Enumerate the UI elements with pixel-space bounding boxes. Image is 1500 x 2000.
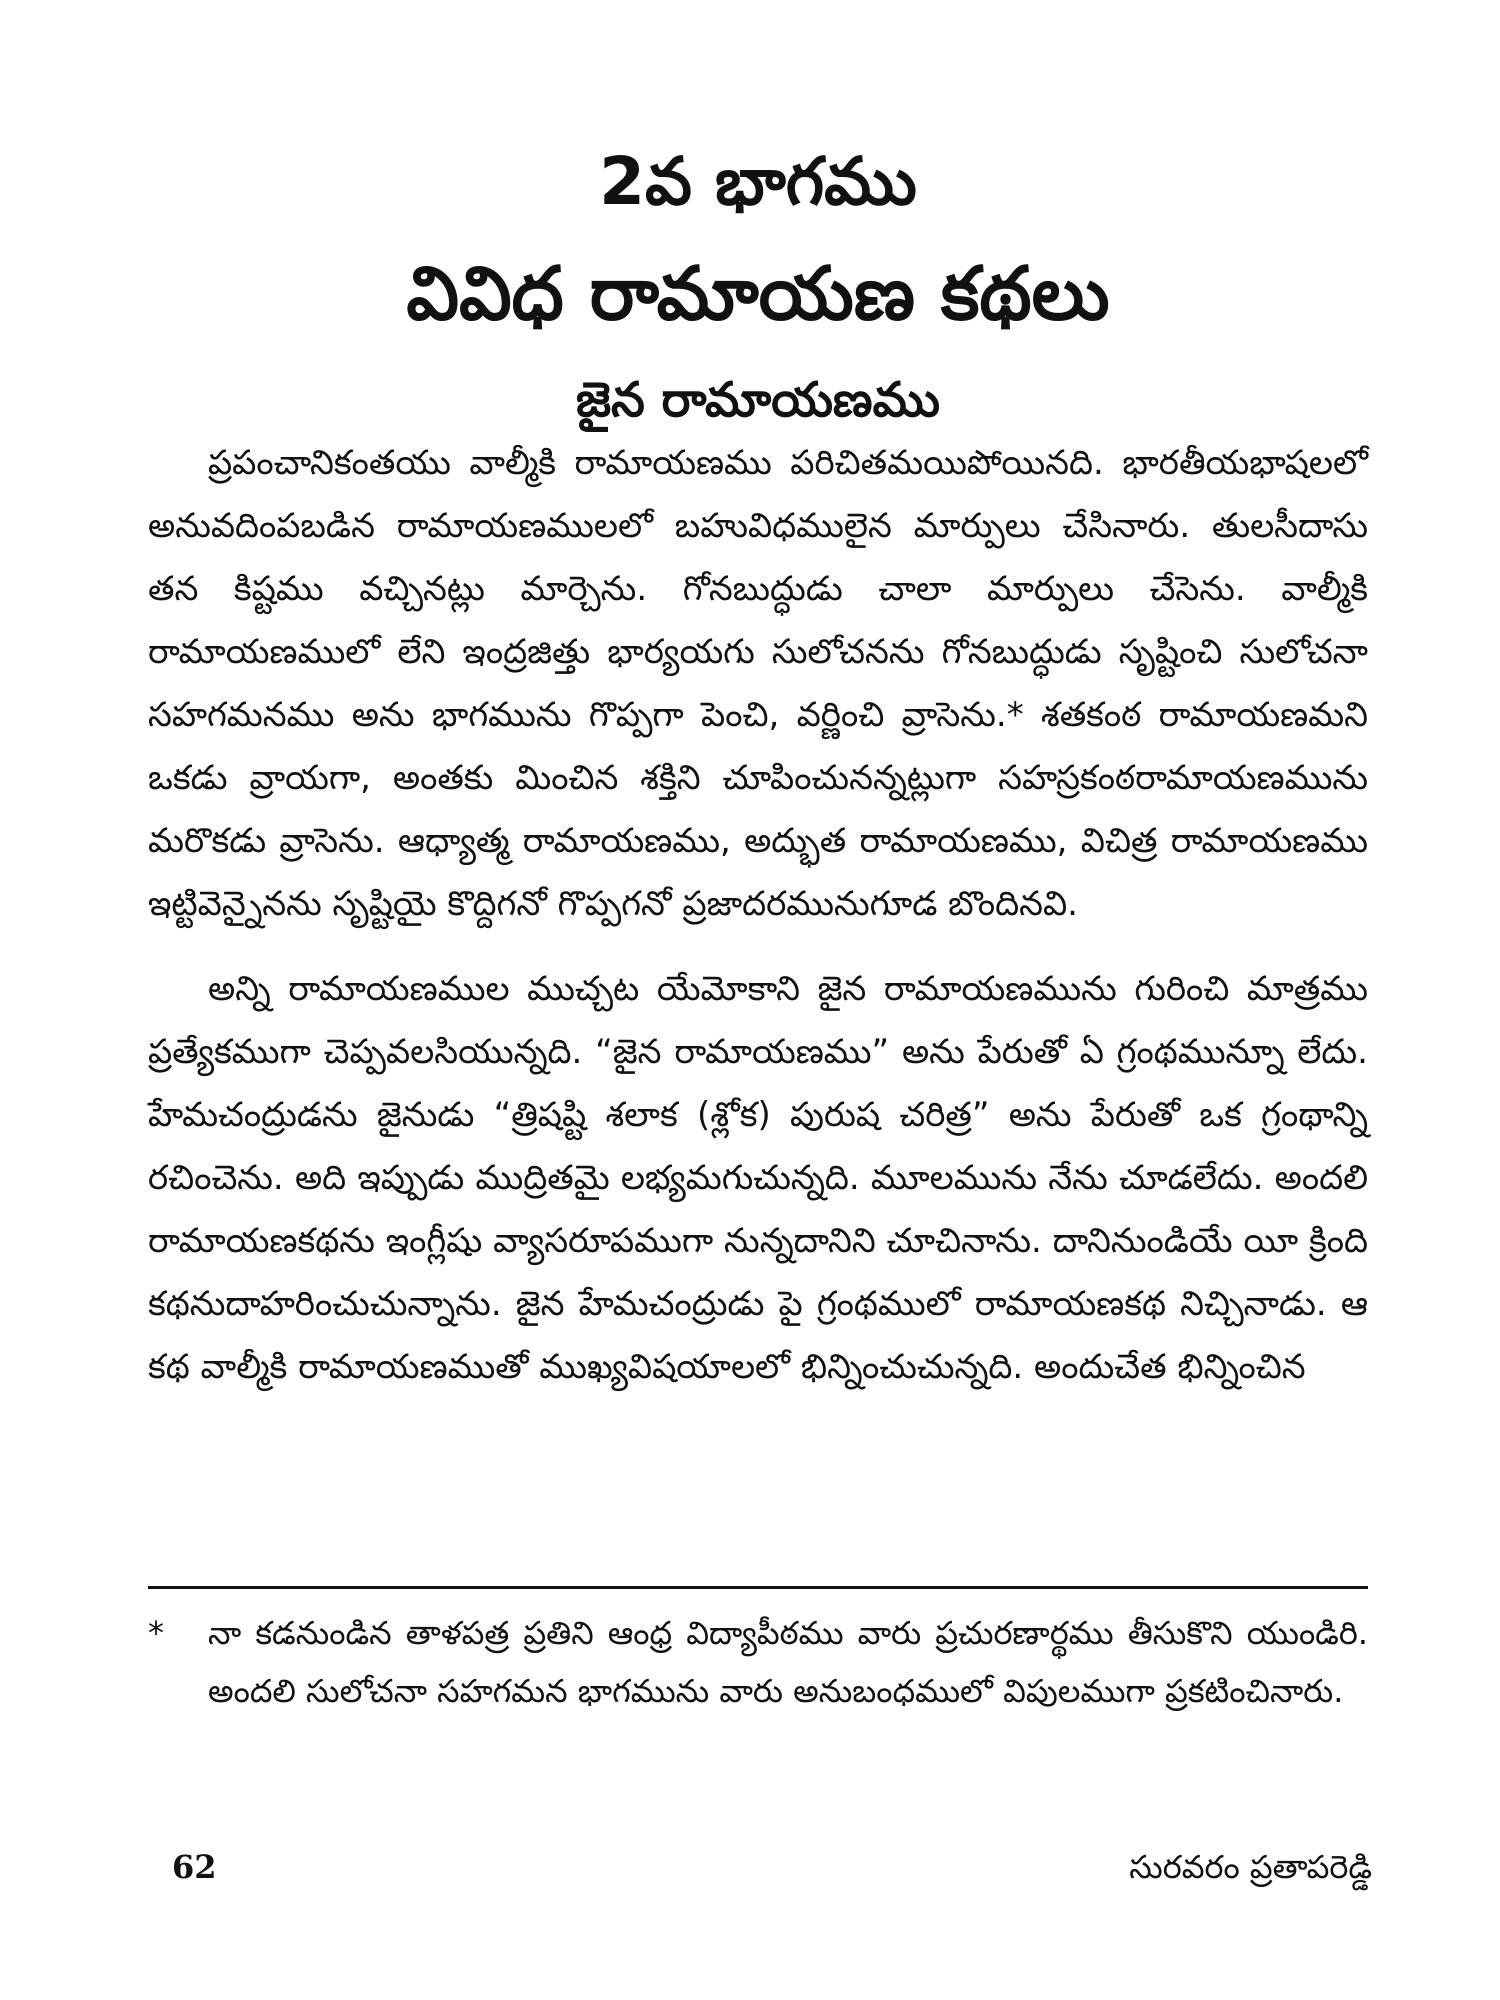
page-number: 62	[172, 1848, 217, 1886]
chapter-title: వివిధ రామాయణ కథలు	[406, 251, 1110, 337]
part-title: 2వ భాగము	[599, 143, 917, 220]
footnote-text: నా కడనుండిన తాళపత్ర ప్రతిని ఆంధ్ర విద్యాపీఠము వారు ప్రచురణార్థము తీసుకొని యుండిరి. అందలి సులోచనా సహగమన భాగమును వారు అనుబంధములో విపులముగా ప్రకటించినారు.	[208, 1614, 1368, 1710]
section-title: జైన రామాయణము	[576, 372, 940, 428]
footnote	[148, 1604, 1368, 1720]
chapter-headings	[148, 128, 1368, 448]
author-name: సురవరం ప్రతాపరెడ్డి	[1129, 1848, 1372, 1886]
paragraph-2: అన్ని రామాయణముల ముచ్చట యేమోకాని జైన రామాయణమును గురించి మాత్రము ప్రత్యేకముగా చెప్పవలసియున్నది. “జైన రామాయణము” అను పేరుతో ఏ గ్రంథమున్నూ లేదు. హేమచంద్రుడను జైనుడు “త్రిషష్టి శలాక (శ్లోక) పురుష చరిత్ర” అను పేరుతో ఒక గ్రంథాన్ని రచించెను. అది ఇప్పుడు ముద్రితమై లభ్యమగుచున్నది. మూలమును నేను చూడలేదు. అందలి రామాయణకథను ఇంగ్లీషు వ్యాసరూపముగా నున్నదానిని చూచినాను. దానినుండియే యీ క్రింది కథనుదాహరించుచున్నాను. జైన హేమచంద్రుడు పై గ్రంథములో రామాయణకథ నిచ్చినాడు. ఆ కథ వాల్మీకి రామాయణముతో ముఖ్యవిషయాలలో భిన్నించుచున్నది. అందుచేత భిన్నించిన	[148, 969, 1368, 1387]
footnote-mark: *	[148, 1614, 164, 1652]
footnote-divider	[148, 1586, 1368, 1589]
page-footer	[172, 1848, 1372, 1894]
paragraph-1: ప్రపంచానికంతయు వాల్మీకి రామాయణము పరిచితమయిపోయినది. భారతీయభాషలలో అనువదింపబడిన రామాయణములలో బహువిధములైన మార్పులు చేసినారు. తులసీదాసు తన కిష్టము వచ్చినట్లు మార్చెను. గోనబుద్ధుడు చాలా మార్పులు చేసెను. వాల్మీకి రామాయణములో లేని ఇంద్రజిత్తు భార్యయగు సులోచనను గోనబుద్ధుడు సృష్టించి సులోచనా సహగమనము అను భాగమును గొప్పగా పెంచి, వర్ణించి వ్రాసెను.* శతకంఠ రామాయణమని ఒకడు వ్రాయగా, అంతకు మించిన శక్తిని చూపించునన్నట్లుగా సహస్రకంఠరామాయణమును మరొకడు వ్రాసెను. ఆధ్యాత్మ రామాయణము, అద్భుత రామాయణము, విచిత్ర రామాయణము ఇట్టివెన్నైనను సృష్టియై కొద్దిగనో గొప్పగనో ప్రజాదరమునుగూడ బొందినవి.	[148, 443, 1368, 924]
body-text	[148, 432, 1368, 1399]
